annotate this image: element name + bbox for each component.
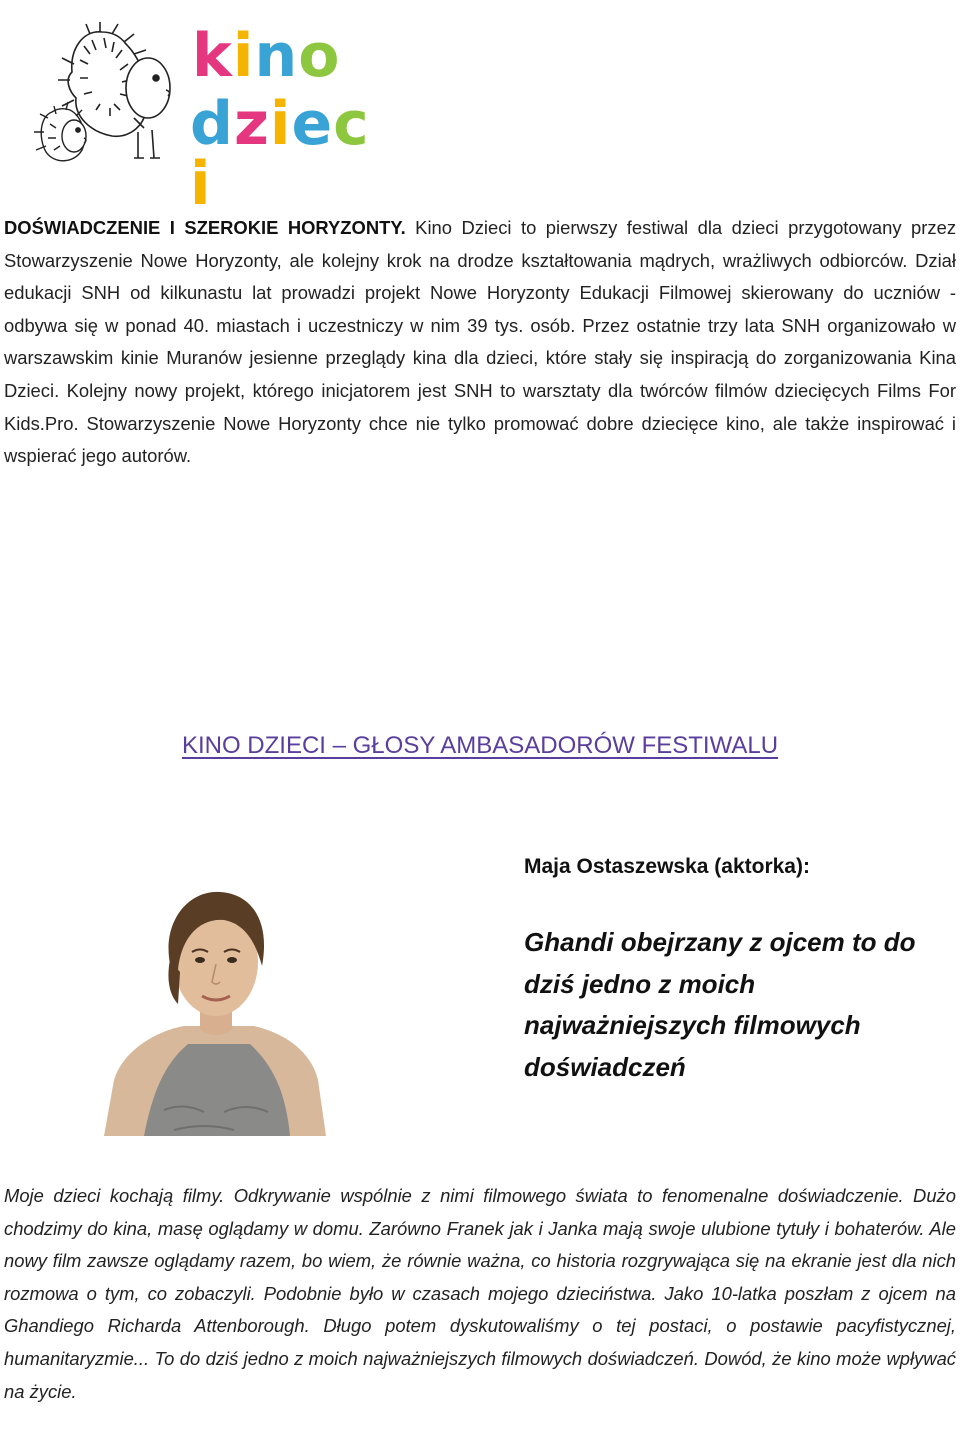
ambassador-quote: Ghandi obejrzany z ojcem to do dziś jedno z moich najważniejszych filmowych doświadczeń [524, 927, 916, 1082]
ambassador-portrait [104, 880, 326, 1136]
logo-word-kino: kino [192, 21, 341, 91]
ambassador-story: Moje dzieci kochają filmy. Odkrywanie wspólnie z nimi filmowego świata to fenomenalne doświadczenie. Dużo chodzimy do kina, masę oglądamy w domu. Zarówno Franek jak i Janka mają swoje ulubione tytuły i bohaterów. Ale nowy film zawsze oglądamy razem, bo wiem, że równie ważna, co historia rozgrywająca się na ekranie jest dla nich rozmowa o tym, co zobaczyli. Podobnie było w czasach mojego dzieciństwa. Jako 10-latka poszłam z ojcem na Ghandiego Richarda Attenborough. Długo potem dyskutowaliśmy o tej postaci, o postawie pacyfistycznej, humanitaryzmie... To do dziś jedno z moich najważniejszych filmowych doświadczeń. Dowód, że kino może wpływać na życie. [4, 1185, 956, 1402]
kino-dzieci-logo [30, 20, 390, 219]
intro-text: Kino Dzieci to pierwszy festiwal dla dzieci przygotowany przez Stowarzyszenie Nowe Horyzonty, ale kolejny krok na drodze kształtowania mądrych, wrażliwych odbiorców. Dział edukacji SNH od kilkunastu lat prowadzi projekt Nowe Horyzonty Edukacji Filmowej skierowany do uczniów - odbywa się w ponad 40. miastach i uczestniczy w nim 39 tys. osób. Przez ostatnie trzy lata SNH organizowało w warszawskim kinie Muranów jesienne przeglądy kina dla dzieci, które stały się inspiracją do zorganizowania Kina Dzieci. Kolejny nowy projekt, którego inicjatorem jest SNH to warsztaty dla twórców filmów dziecięcych Films For Kids.Pro. Stowarzyszenie Nowe Horyzonty chce nie tylko promować dobre dziecięce kino, ale także inspirować i wspierać jego autorów. [4, 217, 957, 467]
intro-lead: DOŚWIADCZENIE I SZEROKIE HORYZONTY. [4, 217, 406, 238]
logo-word-dzieci: dzieci [190, 89, 370, 219]
section-heading: KINO DZIECI – GŁOSY AMBASADORÓW FESTIWALU [181, 732, 779, 759]
ambassador-name: Maja Ostaszewska (aktorka): [524, 855, 810, 878]
intro-paragraph [4, 212, 956, 473]
hedgehog-illustration-icon [30, 20, 190, 170]
